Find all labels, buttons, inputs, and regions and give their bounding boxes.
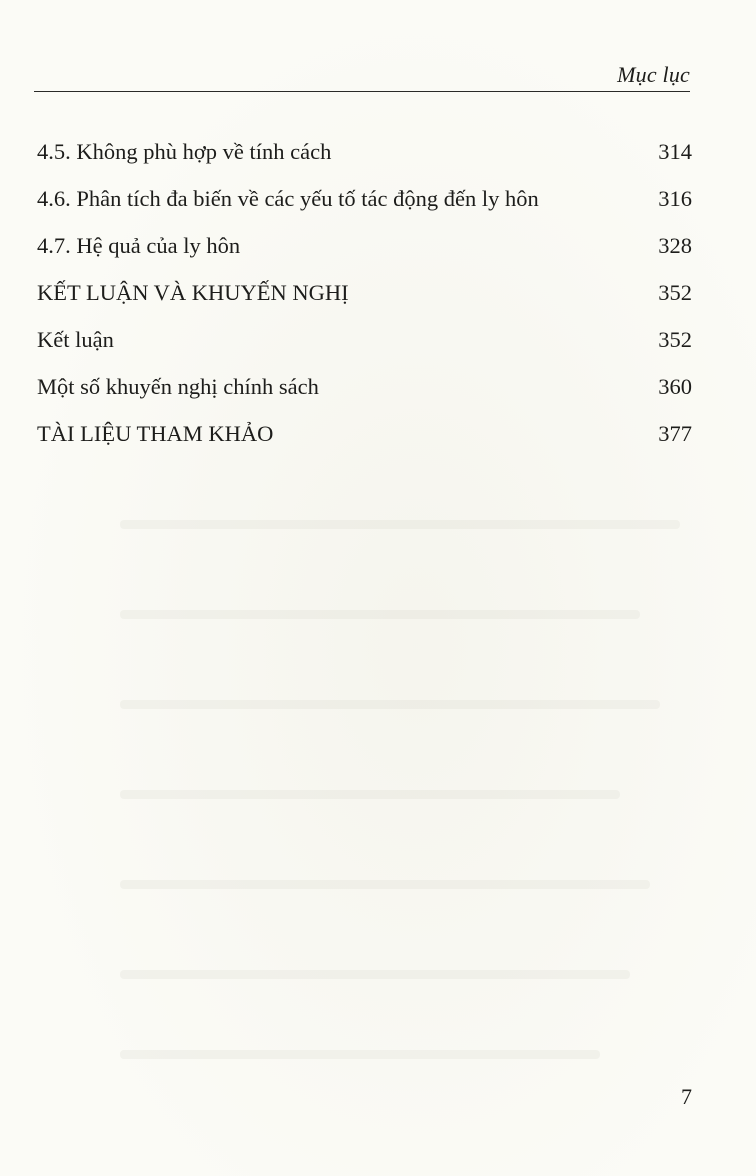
toc-entry-page: 314 xyxy=(658,139,692,164)
table-of-contents xyxy=(37,132,692,461)
toc-entry[interactable] xyxy=(37,179,692,226)
toc-entry-page: 328 xyxy=(658,233,692,258)
toc-entry[interactable] xyxy=(37,320,692,367)
bleed-through-line xyxy=(120,1050,600,1059)
running-header: Mục lục xyxy=(617,62,690,87)
header-rule xyxy=(34,91,690,92)
bleed-through-line xyxy=(120,700,660,709)
bleed-through-line xyxy=(120,610,640,619)
toc-entry-page: 352 xyxy=(658,280,692,305)
toc-entry-title: 4.5. Không phù hợp về tính cách xyxy=(37,139,332,164)
toc-entry-title: 4.6. Phân tích đa biến về các yếu tố tác động đến ly hôn xyxy=(37,186,539,211)
toc-entry-title: TÀI LIỆU THAM KHẢO xyxy=(37,421,274,446)
toc-entry-page: 377 xyxy=(658,421,692,446)
toc-entry-title: Một số khuyến nghị chính sách xyxy=(37,374,319,399)
toc-entry[interactable] xyxy=(37,273,692,320)
toc-entry-title: Kết luận xyxy=(37,327,114,352)
toc-entry-title: 4.7. Hệ quả của ly hôn xyxy=(37,233,241,258)
toc-entry[interactable] xyxy=(37,226,692,273)
page-number: 7 xyxy=(681,1084,692,1109)
toc-entry[interactable] xyxy=(37,367,692,414)
toc-entry-page: 316 xyxy=(658,186,692,211)
toc-entry-page: 360 xyxy=(658,374,692,399)
bleed-through-line xyxy=(120,520,680,529)
bleed-through-line xyxy=(120,970,630,979)
toc-entry-title: KẾT LUẬN VÀ KHUYẾN NGHỊ xyxy=(37,280,349,305)
toc-entry[interactable] xyxy=(37,132,692,179)
toc-entry-page: 352 xyxy=(658,327,692,352)
toc-entry[interactable] xyxy=(37,414,692,461)
bleed-through-line xyxy=(120,790,620,799)
bleed-through-line xyxy=(120,880,650,889)
